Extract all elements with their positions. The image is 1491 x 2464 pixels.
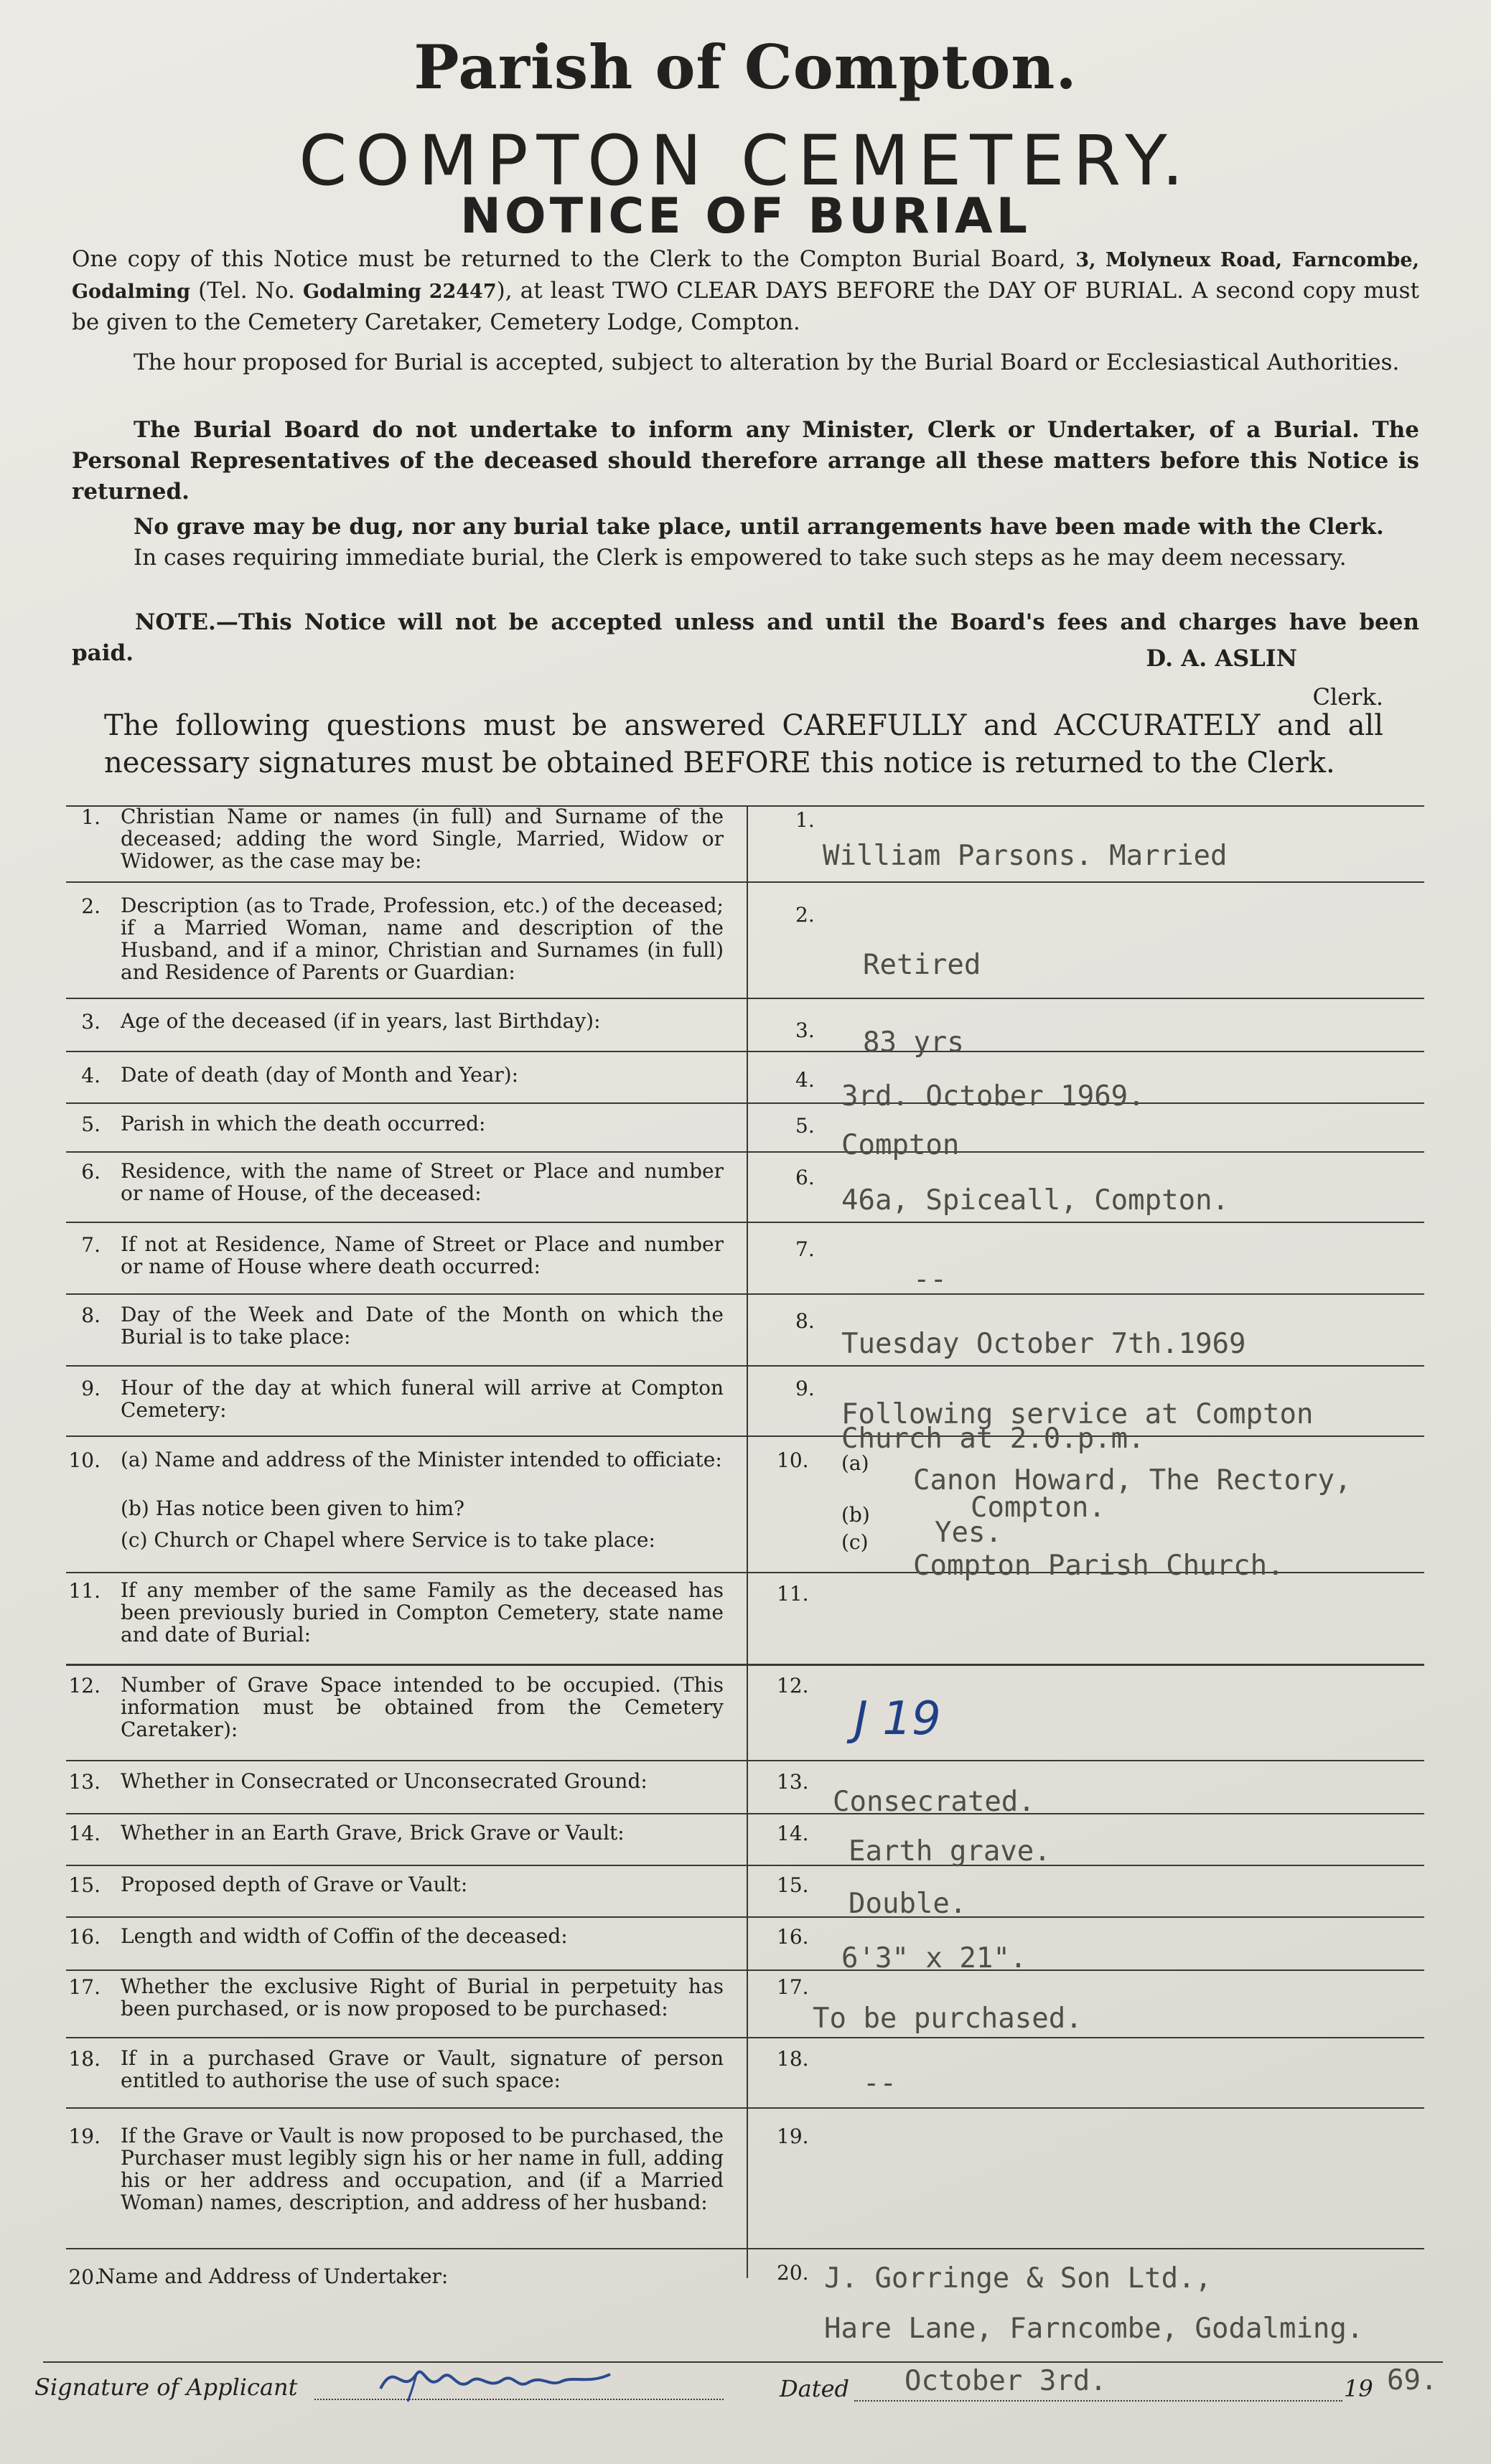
question-20: Name and Address of Undertaker:	[98, 2264, 449, 2288]
year-suffix[interactable]: 69.	[1387, 2364, 1438, 2397]
answer-10b[interactable]: Yes.	[935, 1517, 1002, 1549]
intro-paragraph-1: One copy of this Notice must be returned to the Clerk to the Compton Burial Board, 3, Molyneux Road, Farncombe, Godalming (Tel. No. Godalming 22447), at least TWO CLEAR DAYS BEFORE the DAY OF BURIAL. A second copy must be given to the Cemetery Caretaker, Cemetery Lodge, Compton.	[72, 246, 1419, 335]
question-number: 16.	[68, 1925, 101, 1949]
intro-paragraph-4: No grave may be dug, nor any burial take place, until arrangements have been made with the Clerk.	[134, 514, 1384, 540]
year-prefix: 19	[1344, 2375, 1373, 2402]
applicant-signature[interactable]	[373, 2353, 632, 2403]
cemetery-heading: COMPTON CEMETERY.	[299, 121, 1192, 201]
answer-9-line-1[interactable]: Following service at Compton	[841, 1398, 1314, 1430]
answer-20-line-1[interactable]: J. Gorringe & Son Ltd.,	[824, 2262, 1212, 2295]
answer-1[interactable]: William Parsons. Married	[823, 840, 1228, 872]
row-line	[66, 1435, 1424, 1437]
column-divider	[747, 805, 748, 2278]
answer-15[interactable]: Double.	[849, 1888, 967, 1920]
question-number: 7.	[81, 1233, 101, 1257]
question-number: 14.	[68, 1822, 101, 1845]
row-line	[66, 2107, 1424, 2109]
answer-20-line-2[interactable]: Hare Lane, Farncombe, Godalming.	[824, 2313, 1364, 2345]
parish-heading: Parish of Compton.	[413, 32, 1078, 103]
question-7: If not at Residence, Name of Street or Place and number or name of House where death occurred:	[121, 1232, 724, 1278]
notice-title: NOTICE OF BURIAL	[459, 188, 1032, 245]
question-19: If the Grave or Vault is now proposed to be purchased, the Purchaser must legibly sign his or her name in full, adding his or her address and occupation, and (if a Married Woman) names, description, and address of her husband:	[121, 2124, 724, 2214]
answer-8[interactable]: Tuesday October 7th.1969	[841, 1328, 1246, 1360]
question-4: Date of death (day of Month and Year):	[121, 1063, 519, 1087]
answer-number: 14.	[777, 1822, 809, 1845]
question-number: 20.	[68, 2265, 101, 2289]
answer-number: 3.	[795, 1018, 815, 1042]
question-number: 18.	[68, 2047, 101, 2071]
answer-label-c: (c)	[841, 1530, 869, 1554]
answer-2[interactable]: Retired	[863, 949, 981, 981]
question-number: 6.	[81, 1160, 101, 1184]
question-17: Whether the exclusive Right of Burial in perpetuity has been purchased, or is now proposed to be purchased:	[121, 1975, 724, 2020]
question-number: 9.	[81, 1377, 101, 1400]
question-number: 11.	[68, 1579, 101, 1603]
answer-3[interactable]: 83 yrs	[863, 1026, 964, 1059]
row-line	[66, 998, 1424, 999]
question-11: If any member of the same Family as the deceased has been previously buried in Compton Cemetery, state name and date of Burial:	[121, 1578, 724, 1646]
row-line	[66, 2248, 1424, 2249]
answer-number: 13.	[777, 1770, 809, 1794]
answer-number: 11.	[777, 1582, 809, 1606]
answer-label-a: (a)	[841, 1451, 869, 1475]
question-8: Day of the Week and Date of the Month on which the Burial is to take place:	[121, 1303, 724, 1349]
question-18: If in a purchased Grave or Vault, signature of person entitled to authorise the use of such space:	[121, 2046, 724, 2092]
answer-10a-line-1[interactable]: Canon Howard, The Rectory,	[913, 1464, 1352, 1496]
row-line	[43, 2361, 1443, 2363]
instructions: The following questions must be answered CAREFULLY and ACCURATELY and all necessary signatures must be obtained BEFORE this notice is returned to the Clerk.	[104, 709, 1383, 779]
question-number: 1.	[81, 805, 101, 829]
answer-number: 15.	[777, 1873, 809, 1897]
row-line	[66, 1969, 1424, 1971]
question-13: Whether in Consecrated or Unconsecrated Ground:	[121, 1769, 648, 1793]
row-line	[66, 1865, 1424, 1866]
answer-number: 6.	[795, 1166, 815, 1189]
question-1: Christian Name or names (in full) and Surname of the deceased; adding the word Single, Married, Widow or Widower, as the case may be:	[121, 805, 724, 873]
answer-10a-line-2[interactable]: Compton.	[971, 1491, 1106, 1524]
question-number: 4.	[81, 1064, 101, 1087]
question-number: 13.	[68, 1770, 101, 1794]
question-number: 10.	[68, 1448, 101, 1472]
answer-number: 16.	[777, 1925, 809, 1949]
question-number: 8.	[81, 1303, 101, 1327]
question-number: 15.	[68, 1873, 101, 1897]
question-16: Length and width of Coffin of the deceased:	[121, 1924, 568, 1948]
row-line	[66, 1151, 1424, 1153]
answer-12-handwritten[interactable]: J 19	[854, 1692, 941, 1746]
answer-number: 8.	[795, 1309, 815, 1333]
row-line	[66, 1916, 1424, 1918]
answer-10c[interactable]: Compton Parish Church.	[913, 1550, 1284, 1582]
answer-9-line-2[interactable]: Church at 2.0.p.m.	[841, 1423, 1145, 1455]
answer-number: 5.	[795, 1114, 815, 1138]
question-5: Parish in which the death occurred:	[121, 1112, 486, 1135]
answer-17[interactable]: To be purchased.	[813, 2002, 1083, 2035]
answer-6[interactable]: 46a, Spiceall, Compton.	[841, 1184, 1230, 1217]
question-14: Whether in an Earth Grave, Brick Grave or Vault:	[121, 1821, 625, 1845]
question-number: 5.	[81, 1112, 101, 1136]
row-line	[66, 2037, 1424, 2038]
question-10c: (c) Church or Chapel where Service is to take place:	[121, 1528, 655, 1552]
answer-5[interactable]: Compton	[841, 1129, 960, 1161]
answer-14[interactable]: Earth grave.	[849, 1835, 1051, 1868]
row-line	[66, 1365, 1424, 1367]
row-line	[66, 1102, 1424, 1104]
answer-number: 1.	[795, 808, 815, 832]
answer-18[interactable]: --	[863, 2067, 897, 2099]
answer-7[interactable]: --	[913, 1263, 947, 1296]
answer-number: 12.	[777, 1674, 809, 1697]
question-15: Proposed depth of Grave or Vault:	[121, 1873, 468, 1896]
answer-number: 7.	[795, 1237, 815, 1261]
intro-paragraph-2: The hour proposed for Burial is accepted, subject to alteration by the Burial Board or Ecclesiastical Authorities.	[134, 350, 1400, 375]
question-10b: (b) Has notice been given to him?	[121, 1496, 465, 1520]
intro-paragraph-3: The Burial Board do not undertake to inform any Minister, Clerk or Undertaker, of a Burial. The Personal Representatives of the deceased should therefore arrange all these matters before this Notice is returned.	[72, 417, 1419, 505]
row-line	[66, 1222, 1424, 1223]
row-line	[66, 1760, 1424, 1761]
answer-number: 9.	[795, 1377, 815, 1400]
intro-note: NOTE.—This Notice will not be accepted unless and until the Board's fees and charges have been paid.	[72, 609, 1419, 666]
answer-number: 18.	[777, 2047, 809, 2071]
intro-paragraph-5: In cases requiring immediate burial, the Clerk is empowered to take such steps as he may deem necessary.	[134, 545, 1347, 571]
question-number: 19.	[68, 2125, 101, 2148]
answer-number: 19.	[777, 2125, 809, 2148]
question-12: Number of Grave Space intended to be occupied. (This information must be obtained from the Cemetery Caretaker):	[121, 1673, 724, 1741]
question-6: Residence, with the name of Street or Place and number or name of House, of the deceased:	[121, 1159, 724, 1205]
question-number: 3.	[81, 1010, 101, 1034]
dated-value[interactable]: October 3rd.	[905, 2365, 1107, 2397]
row-line	[66, 1293, 1424, 1295]
row-line	[66, 1664, 1424, 1666]
row-line	[66, 1051, 1424, 1052]
answer-number: 10.	[777, 1448, 809, 1472]
signature-label: Signature of Applicant	[34, 2374, 298, 2401]
question-9: Hour of the day at which funeral will arrive at Compton Cemetery:	[121, 1376, 724, 1422]
answer-4[interactable]: 3rd. October 1969.	[841, 1080, 1145, 1112]
question-number: 12.	[68, 1674, 101, 1697]
question-2: Description (as to Trade, Profession, etc.) of the deceased; if a Married Woman, name and description of the Husband, and if a minor, Christian and Surnames (in full) and Residence of Parents or Guardian:	[121, 894, 724, 984]
question-10a: (a) Name and address of the Minister intended to officiate:	[121, 1448, 722, 1471]
answer-16[interactable]: 6'3" x 21".	[841, 1942, 1027, 1975]
clerk-title: Clerk.	[1312, 683, 1383, 711]
answer-number: 4.	[795, 1068, 815, 1092]
question-3: Age of the deceased (if in years, last Birthday):	[121, 1009, 601, 1033]
answer-number: 17.	[777, 1975, 809, 1999]
answer-number: 20.	[777, 2261, 809, 2285]
answer-13[interactable]: Consecrated.	[833, 1786, 1035, 1818]
question-number: 2.	[81, 894, 101, 918]
dated-line	[854, 2400, 1342, 2402]
row-line	[66, 1813, 1424, 1814]
row-line	[66, 881, 1424, 883]
question-number: 17.	[68, 1975, 101, 1999]
answer-number: 2.	[795, 903, 815, 927]
dated-label: Dated	[780, 2375, 850, 2402]
answer-label-b: (b)	[841, 1503, 870, 1527]
clerk-name: D. A. ASLIN	[1146, 645, 1297, 672]
